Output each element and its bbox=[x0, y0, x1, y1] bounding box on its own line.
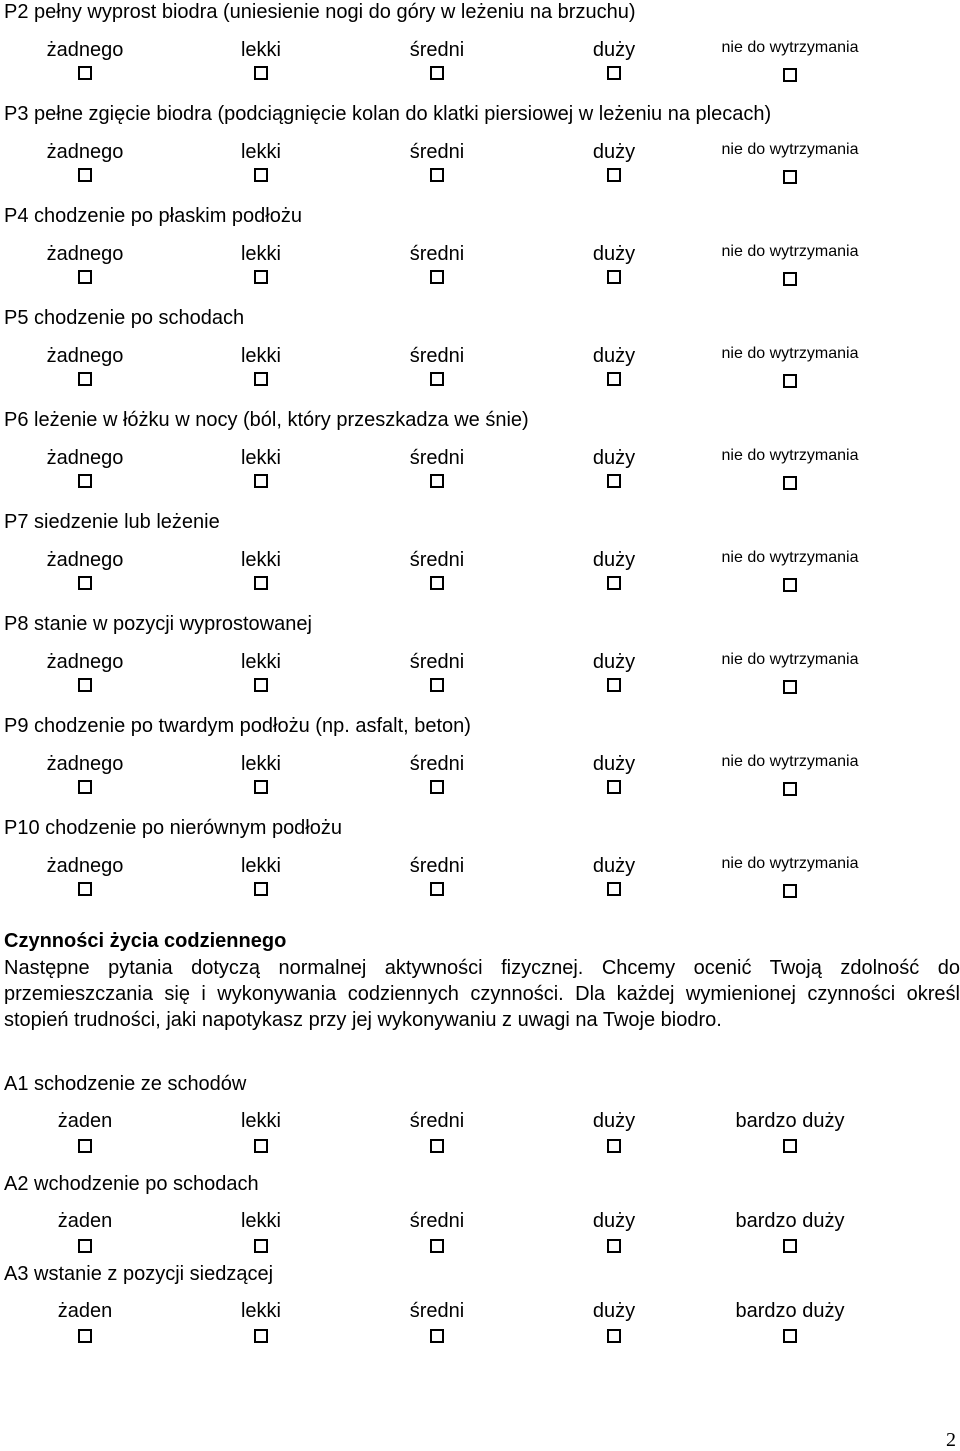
option-label: duży bbox=[592, 549, 636, 571]
question-title: P7 siedzenie lub leżenie bbox=[4, 511, 220, 533]
option-label: średni bbox=[409, 1110, 465, 1132]
option-checkbox[interactable] bbox=[254, 882, 268, 896]
question-title: P5 chodzenie po schodach bbox=[4, 307, 245, 329]
option-label: bardzo duży bbox=[735, 1300, 845, 1322]
option-checkbox[interactable] bbox=[783, 1139, 797, 1153]
option-label: duży bbox=[592, 243, 636, 265]
option-label: nie do wytrzymania bbox=[721, 651, 859, 668]
option-checkbox[interactable] bbox=[430, 168, 444, 182]
option-label: lekki bbox=[240, 447, 282, 469]
option-checkbox[interactable] bbox=[783, 1329, 797, 1343]
option-checkbox[interactable] bbox=[607, 474, 621, 488]
option-label: nie do wytrzymania bbox=[721, 549, 859, 566]
option-checkbox[interactable] bbox=[607, 66, 621, 80]
option-checkbox[interactable] bbox=[607, 372, 621, 386]
option-label: duży bbox=[592, 141, 636, 163]
option-label: żaden bbox=[57, 1110, 113, 1132]
question-title: A3 wstanie z pozycji siedzącej bbox=[4, 1263, 274, 1285]
option-checkbox[interactable] bbox=[430, 882, 444, 896]
option-label: lekki bbox=[240, 1110, 282, 1132]
option-checkbox[interactable] bbox=[430, 678, 444, 692]
option-label: średni bbox=[409, 651, 465, 673]
option-label: żadnego bbox=[46, 549, 124, 571]
option-checkbox[interactable] bbox=[78, 168, 92, 182]
option-label: średni bbox=[409, 447, 465, 469]
option-checkbox[interactable] bbox=[254, 1329, 268, 1343]
option-checkbox[interactable] bbox=[254, 66, 268, 80]
option-checkbox[interactable] bbox=[78, 270, 92, 284]
option-label: duży bbox=[592, 1300, 636, 1322]
option-checkbox[interactable] bbox=[254, 270, 268, 284]
option-checkbox[interactable] bbox=[607, 678, 621, 692]
page-number: 2 bbox=[946, 1429, 956, 1451]
option-label: lekki bbox=[240, 651, 282, 673]
option-checkbox[interactable] bbox=[430, 270, 444, 284]
option-checkbox[interactable] bbox=[607, 576, 621, 590]
option-checkbox[interactable] bbox=[254, 576, 268, 590]
option-label: lekki bbox=[240, 549, 282, 571]
option-checkbox[interactable] bbox=[430, 1329, 444, 1343]
option-checkbox[interactable] bbox=[254, 474, 268, 488]
option-label: lekki bbox=[240, 39, 282, 61]
option-label: nie do wytrzymania bbox=[721, 345, 859, 362]
option-checkbox[interactable] bbox=[430, 780, 444, 794]
option-label: żaden bbox=[57, 1210, 113, 1232]
option-checkbox[interactable] bbox=[783, 1239, 797, 1253]
option-checkbox[interactable] bbox=[254, 168, 268, 182]
question-title: P4 chodzenie po płaskim podłożu bbox=[4, 205, 302, 227]
option-checkbox[interactable] bbox=[254, 372, 268, 386]
option-label: średni bbox=[409, 753, 465, 775]
option-checkbox[interactable] bbox=[430, 66, 444, 80]
option-checkbox[interactable] bbox=[430, 372, 444, 386]
option-checkbox[interactable] bbox=[78, 576, 92, 590]
option-label: średni bbox=[409, 1210, 465, 1232]
option-label: lekki bbox=[240, 1210, 282, 1232]
question-title: A1 schodzenie ze schodów bbox=[4, 1073, 247, 1095]
option-checkbox[interactable] bbox=[430, 474, 444, 488]
option-checkbox[interactable] bbox=[78, 372, 92, 386]
option-label: duży bbox=[592, 753, 636, 775]
section-intro: Następne pytania dotyczą normalnej aktywności fizycznej. Chcemy ocenić Twoją zdolność do przemieszczania się i wykonywania codziennych czynności. Dla każdej wymienionej czynności określ stopień trudności, jaki napotykasz przy jej wykonywaniu z uwagi na Twoje biodro. bbox=[4, 957, 960, 1031]
question-title: P2 pełny wyprost biodra (uniesienie nogi do góry w leżeniu na brzuchu) bbox=[4, 1, 636, 23]
option-checkbox[interactable] bbox=[783, 68, 797, 82]
option-checkbox[interactable] bbox=[783, 680, 797, 694]
option-checkbox[interactable] bbox=[607, 1239, 621, 1253]
option-label: lekki bbox=[240, 345, 282, 367]
option-label: duży bbox=[592, 39, 636, 61]
option-label: nie do wytrzymania bbox=[721, 141, 859, 158]
option-checkbox[interactable] bbox=[254, 1139, 268, 1153]
option-label: duży bbox=[592, 855, 636, 877]
option-label: średni bbox=[409, 1300, 465, 1322]
question-title: P9 chodzenie po twardym podłożu (np. asfalt, beton) bbox=[4, 715, 471, 737]
option-label: duży bbox=[592, 1210, 636, 1232]
option-label: lekki bbox=[240, 243, 282, 265]
option-label: żadnego bbox=[46, 39, 124, 61]
option-checkbox[interactable] bbox=[607, 1329, 621, 1343]
option-label: bardzo duży bbox=[735, 1210, 845, 1232]
option-label: żadnego bbox=[46, 753, 124, 775]
option-checkbox[interactable] bbox=[607, 882, 621, 896]
option-checkbox[interactable] bbox=[783, 782, 797, 796]
option-checkbox[interactable] bbox=[430, 1139, 444, 1153]
option-label: żadnego bbox=[46, 345, 124, 367]
option-checkbox[interactable] bbox=[78, 1239, 92, 1253]
option-checkbox[interactable] bbox=[607, 1139, 621, 1153]
option-label: żadnego bbox=[46, 651, 124, 673]
option-label: średni bbox=[409, 549, 465, 571]
option-label: żadnego bbox=[46, 447, 124, 469]
option-label: żaden bbox=[57, 1300, 113, 1322]
option-label: nie do wytrzymania bbox=[721, 39, 859, 56]
option-checkbox[interactable] bbox=[254, 780, 268, 794]
option-label: nie do wytrzymania bbox=[721, 855, 859, 872]
option-checkbox[interactable] bbox=[430, 576, 444, 590]
option-label: duży bbox=[592, 345, 636, 367]
option-checkbox[interactable] bbox=[607, 780, 621, 794]
option-label: żadnego bbox=[46, 243, 124, 265]
option-checkbox[interactable] bbox=[78, 678, 92, 692]
option-checkbox[interactable] bbox=[78, 1139, 92, 1153]
option-checkbox[interactable] bbox=[783, 578, 797, 592]
option-checkbox[interactable] bbox=[78, 474, 92, 488]
option-checkbox[interactable] bbox=[607, 168, 621, 182]
option-checkbox[interactable] bbox=[783, 170, 797, 184]
option-label: średni bbox=[409, 345, 465, 367]
section-heading: Czynności życia codziennego bbox=[4, 930, 287, 952]
option-label: duży bbox=[592, 1110, 636, 1132]
option-checkbox[interactable] bbox=[78, 66, 92, 80]
option-checkbox[interactable] bbox=[783, 884, 797, 898]
option-label: żadnego bbox=[46, 855, 124, 877]
option-label: nie do wytrzymania bbox=[721, 447, 859, 464]
question-title: A2 wchodzenie po schodach bbox=[4, 1173, 259, 1195]
option-label: średni bbox=[409, 141, 465, 163]
option-label: żadnego bbox=[46, 141, 124, 163]
option-label: bardzo duży bbox=[735, 1110, 845, 1132]
question-title: P10 chodzenie po nierównym podłożu bbox=[4, 817, 342, 839]
option-label: duży bbox=[592, 651, 636, 673]
option-checkbox[interactable] bbox=[78, 1329, 92, 1343]
option-label: średni bbox=[409, 39, 465, 61]
option-label: lekki bbox=[240, 855, 282, 877]
option-label: duży bbox=[592, 447, 636, 469]
option-label: średni bbox=[409, 243, 465, 265]
option-checkbox[interactable] bbox=[254, 1239, 268, 1253]
option-checkbox[interactable] bbox=[607, 270, 621, 284]
option-checkbox[interactable] bbox=[430, 1239, 444, 1253]
option-label: lekki bbox=[240, 141, 282, 163]
option-label: lekki bbox=[240, 753, 282, 775]
option-checkbox[interactable] bbox=[78, 882, 92, 896]
option-checkbox[interactable] bbox=[78, 780, 92, 794]
option-checkbox[interactable] bbox=[783, 272, 797, 286]
option-label: nie do wytrzymania bbox=[721, 243, 859, 260]
option-checkbox[interactable] bbox=[783, 374, 797, 388]
option-label: średni bbox=[409, 855, 465, 877]
question-title: P6 leżenie w łóżku w nocy (ból, który przeszkadza we śnie) bbox=[4, 409, 529, 431]
option-checkbox[interactable] bbox=[783, 476, 797, 490]
option-label: nie do wytrzymania bbox=[721, 753, 859, 770]
option-label: lekki bbox=[240, 1300, 282, 1322]
question-title: P8 stanie w pozycji wyprostowanej bbox=[4, 613, 312, 635]
option-checkbox[interactable] bbox=[254, 678, 268, 692]
question-title: P3 pełne zgięcie biodra (podciągnięcie kolan do klatki piersiowej w leżeniu na plecach) bbox=[4, 103, 772, 125]
